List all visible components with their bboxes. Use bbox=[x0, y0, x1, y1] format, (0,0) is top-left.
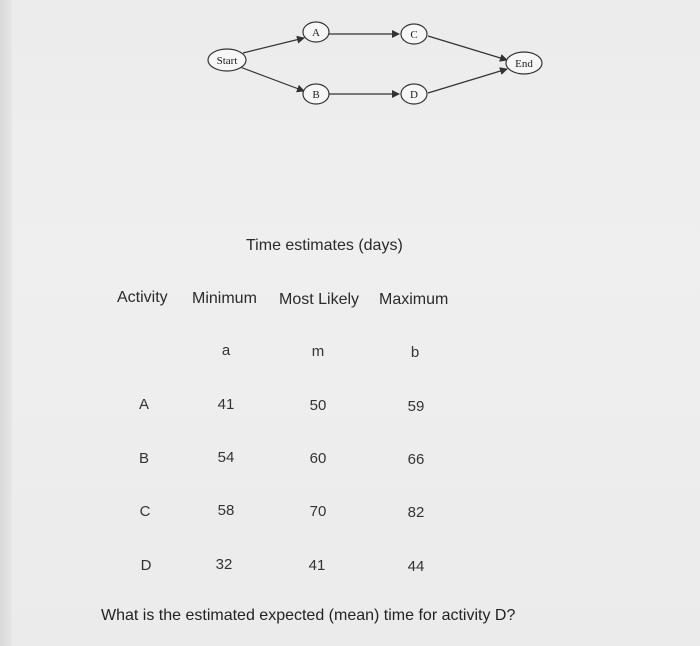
node-d-label: D bbox=[410, 89, 418, 101]
maximum-cell: 59 bbox=[407, 398, 425, 415]
minimum-cell: 32 bbox=[215, 556, 233, 573]
question-text: What is the estimated expected (mean) time for activity D? bbox=[101, 607, 516, 624]
minimum-cell: 54 bbox=[217, 449, 235, 466]
node-a-label: A bbox=[312, 27, 320, 39]
table-heading: Time estimates (days) bbox=[246, 237, 403, 254]
node-end-label: End bbox=[515, 58, 533, 70]
edge-c-end bbox=[428, 36, 507, 60]
maximum-cell: 82 bbox=[407, 504, 425, 521]
column-header-maximum: Maximum bbox=[379, 291, 449, 308]
column-header-minimum: Minimum bbox=[192, 290, 257, 307]
maximum-cell: 44 bbox=[407, 558, 425, 575]
activity-cell: B bbox=[138, 450, 149, 467]
symbol-m: m bbox=[311, 343, 325, 360]
activity-network-diagram bbox=[0, 0, 700, 130]
most-likely-cell: 60 bbox=[309, 450, 327, 467]
activity-cell: A bbox=[138, 396, 149, 413]
activity-cell: C bbox=[139, 503, 151, 520]
most-likely-cell: 70 bbox=[309, 503, 327, 520]
column-header-activity: Activity bbox=[117, 289, 168, 306]
node-start-label: Start bbox=[216, 55, 238, 67]
minimum-cell: 41 bbox=[217, 396, 235, 413]
symbol-b: b bbox=[410, 344, 420, 361]
node-b bbox=[303, 84, 329, 104]
edge-start-a bbox=[243, 38, 304, 53]
column-header-most-likely: Most Likely bbox=[279, 291, 360, 308]
minimum-cell: 58 bbox=[217, 502, 235, 519]
node-d bbox=[401, 84, 427, 104]
edge-d-end bbox=[428, 69, 507, 93]
node-start bbox=[208, 49, 246, 71]
node-a bbox=[303, 22, 329, 42]
most-likely-cell: 50 bbox=[309, 397, 327, 414]
activity-cell: D bbox=[140, 557, 152, 574]
node-c-label: C bbox=[410, 29, 418, 41]
node-c bbox=[401, 24, 427, 44]
most-likely-cell: 41 bbox=[308, 557, 326, 574]
maximum-cell: 66 bbox=[407, 451, 425, 468]
node-b-label: B bbox=[312, 89, 320, 101]
node-end bbox=[506, 52, 542, 74]
edge-start-b bbox=[240, 67, 304, 91]
symbol-a: a bbox=[221, 342, 231, 359]
